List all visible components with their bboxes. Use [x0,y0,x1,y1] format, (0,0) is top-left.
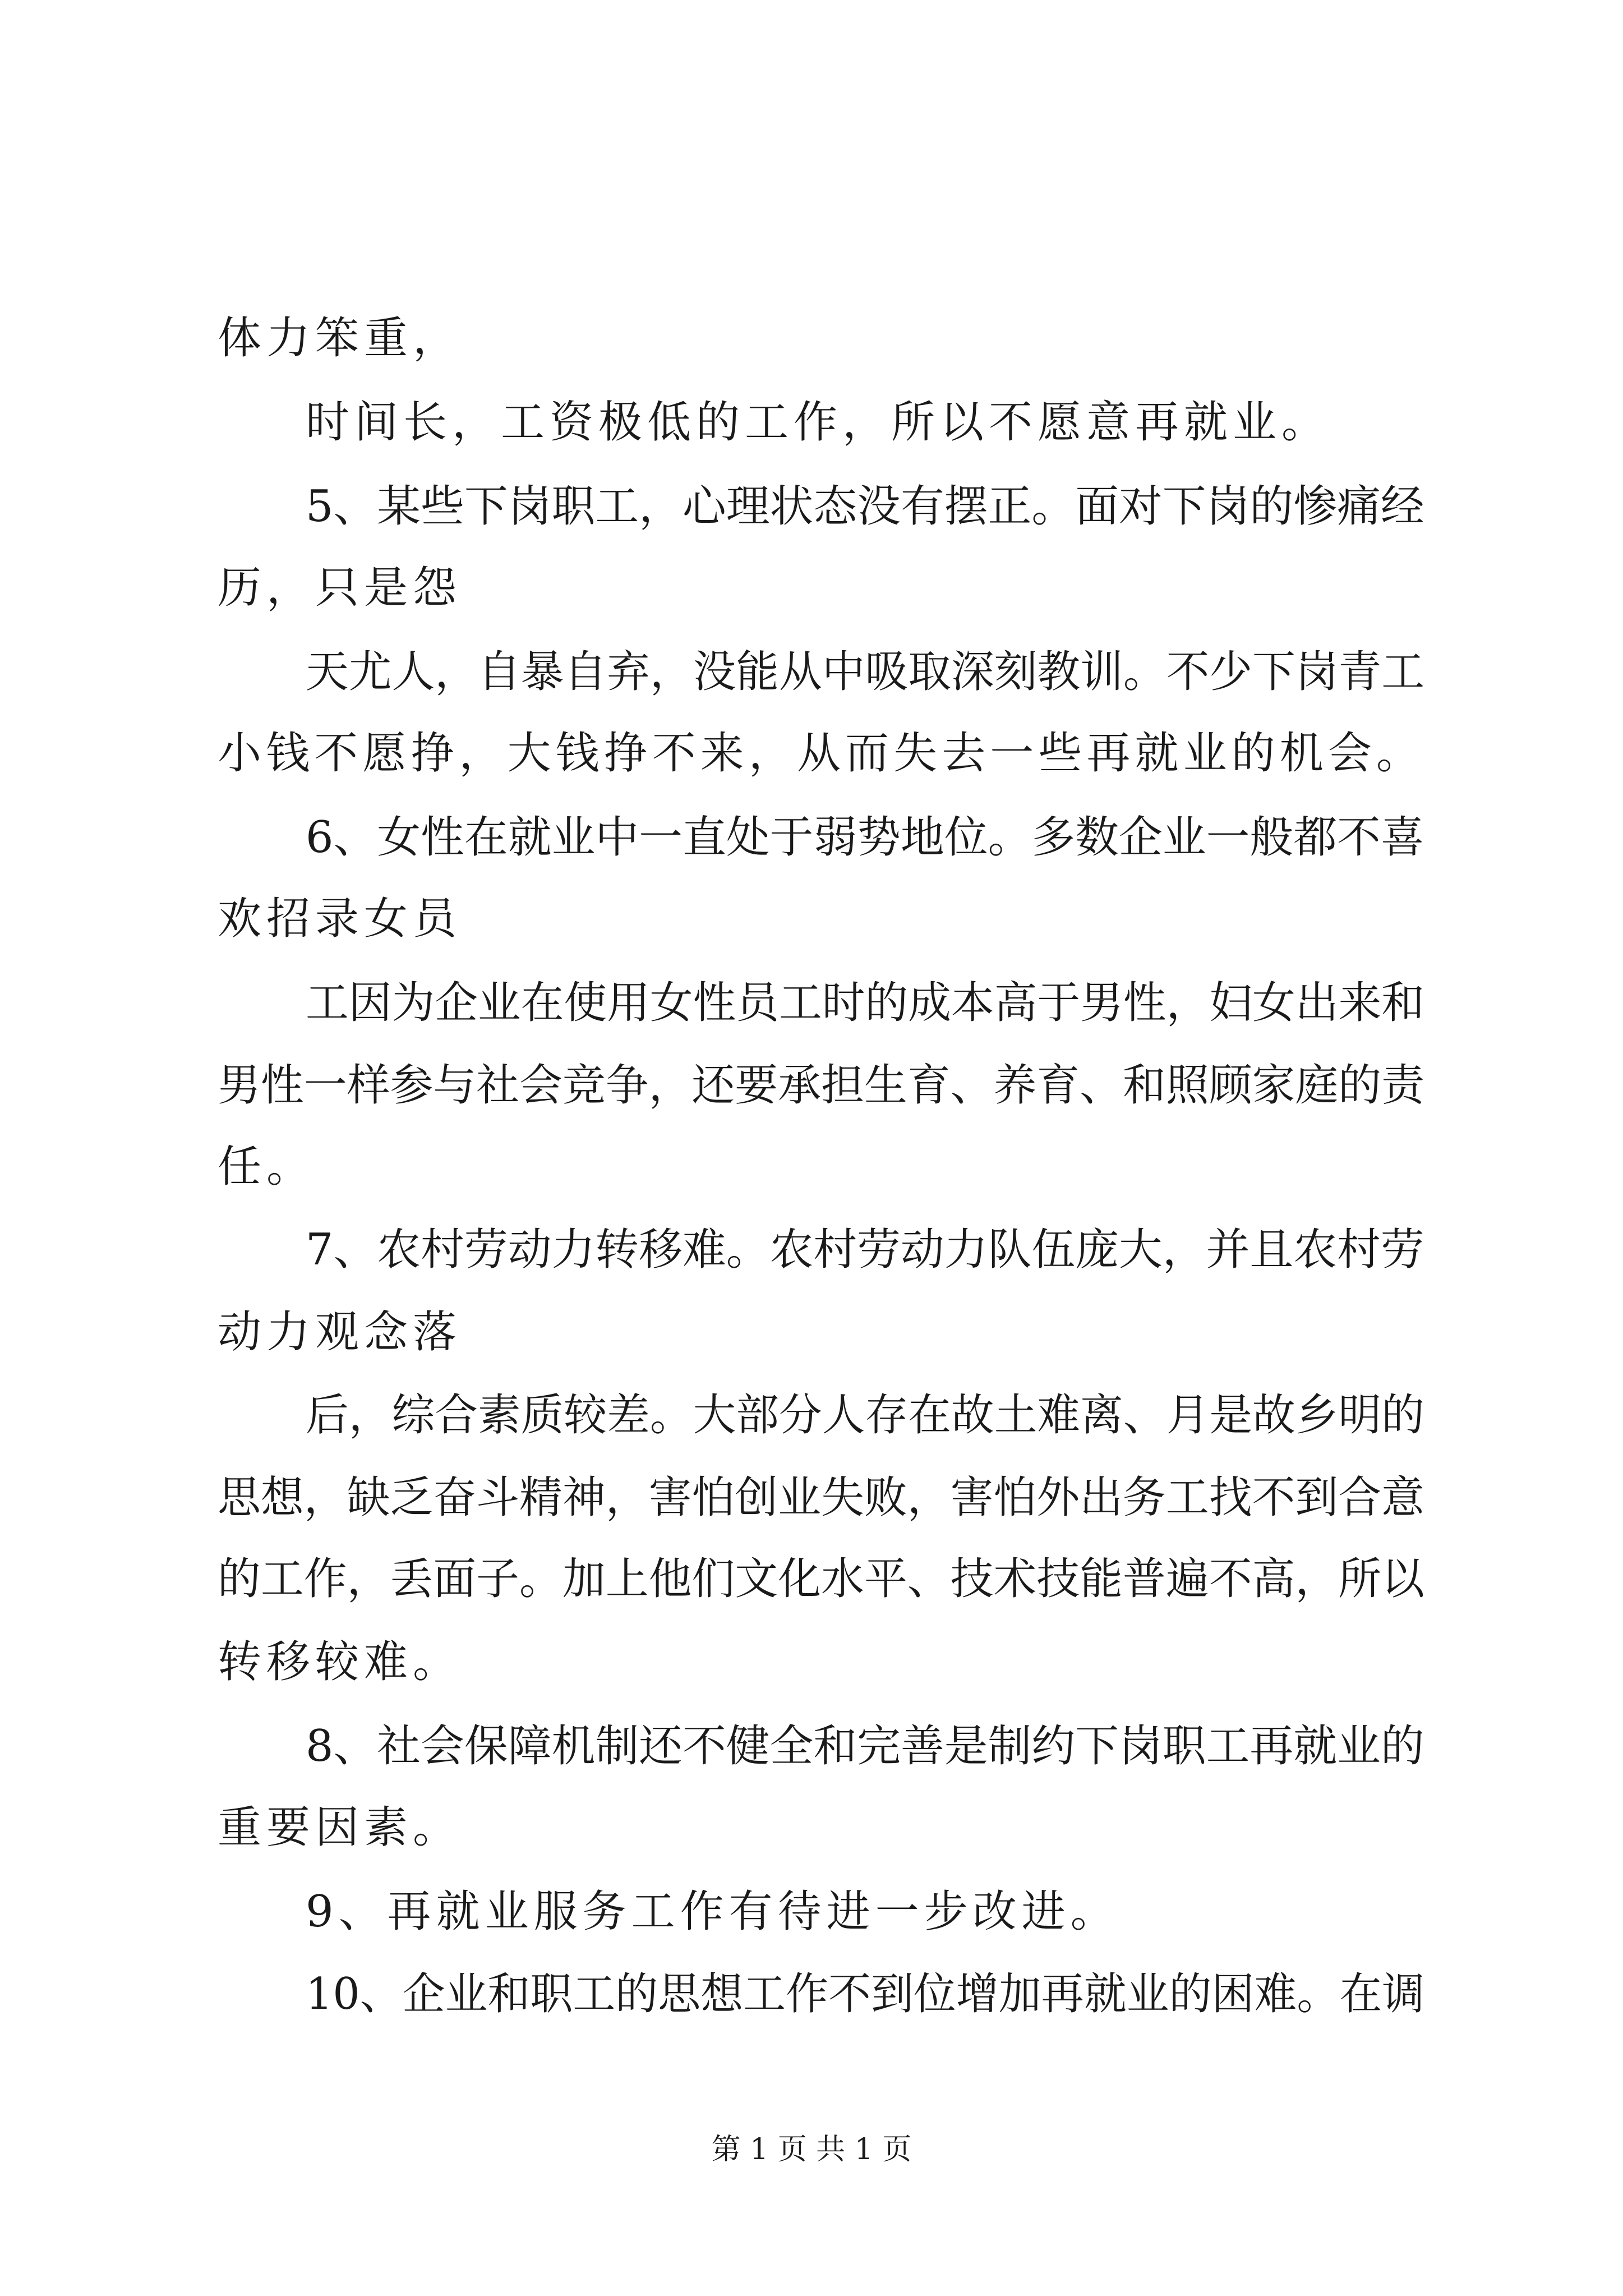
text-line: 的工作，丢面子。加上他们文化水平、技术技能普遍不高，所以 [218,1554,1425,1604]
text-line: 9、再就业服务工作有待进一步改进。 [306,1887,1119,1937]
text-line: 体力笨重， [218,313,462,364]
text-line: 思想，缺乏奋斗精神，害怕创业失败，害怕外出务工找不到合意 [218,1473,1425,1523]
text-line: 重要因素。 [218,1802,462,1853]
text-line: 男性一样参与社会竞争，还要承担生育、养育、和照顾家庭的责 [218,1060,1425,1111]
text-line: 10、企业和职工的思想工作不到位增加再就业的困难。在调 [306,1969,1425,2019]
text-line: 历，只是怨 [218,563,462,613]
text-line: 欢招录女员 [218,894,462,944]
text-line: 小钱不愿挣，大钱挣不来，从而失去一些再就业的机会。 [218,728,1425,779]
page-footer: 第 1 页 共 1 页 [711,2133,912,2166]
text-line: 6、女性在就业中一直处于弱势地位。多数企业一般都不喜 [306,812,1424,863]
text-line: 后，综合素质较差。大部分人存在故土难离、月是故乡明的 [306,1390,1425,1441]
text-line: 转移较难。 [218,1637,462,1687]
text-line: 时间长，工资极低的工作，所以不愿意再就业。 [306,397,1331,448]
text-line: 7、农村劳动力转移难。农村劳动力队伍庞大，并且农村劳 [306,1225,1424,1275]
text-line: 任。 [218,1142,316,1192]
text-line: 8、社会保障机制还不健全和完善是制约下岗职工再就业的 [306,1721,1424,1772]
text-line: 天尤人，自暴自弃，没能从中吸取深刻教训。不少下岗青工 [306,647,1425,697]
text-line: 5、某些下岗职工，心理状态没有摆正。面对下岗的惨痛经 [306,481,1424,532]
text-line: 工因为企业在使用女性员工时的成本高于男性，妇女出来和 [306,978,1425,1028]
text-line: 动力观念落 [218,1307,462,1358]
